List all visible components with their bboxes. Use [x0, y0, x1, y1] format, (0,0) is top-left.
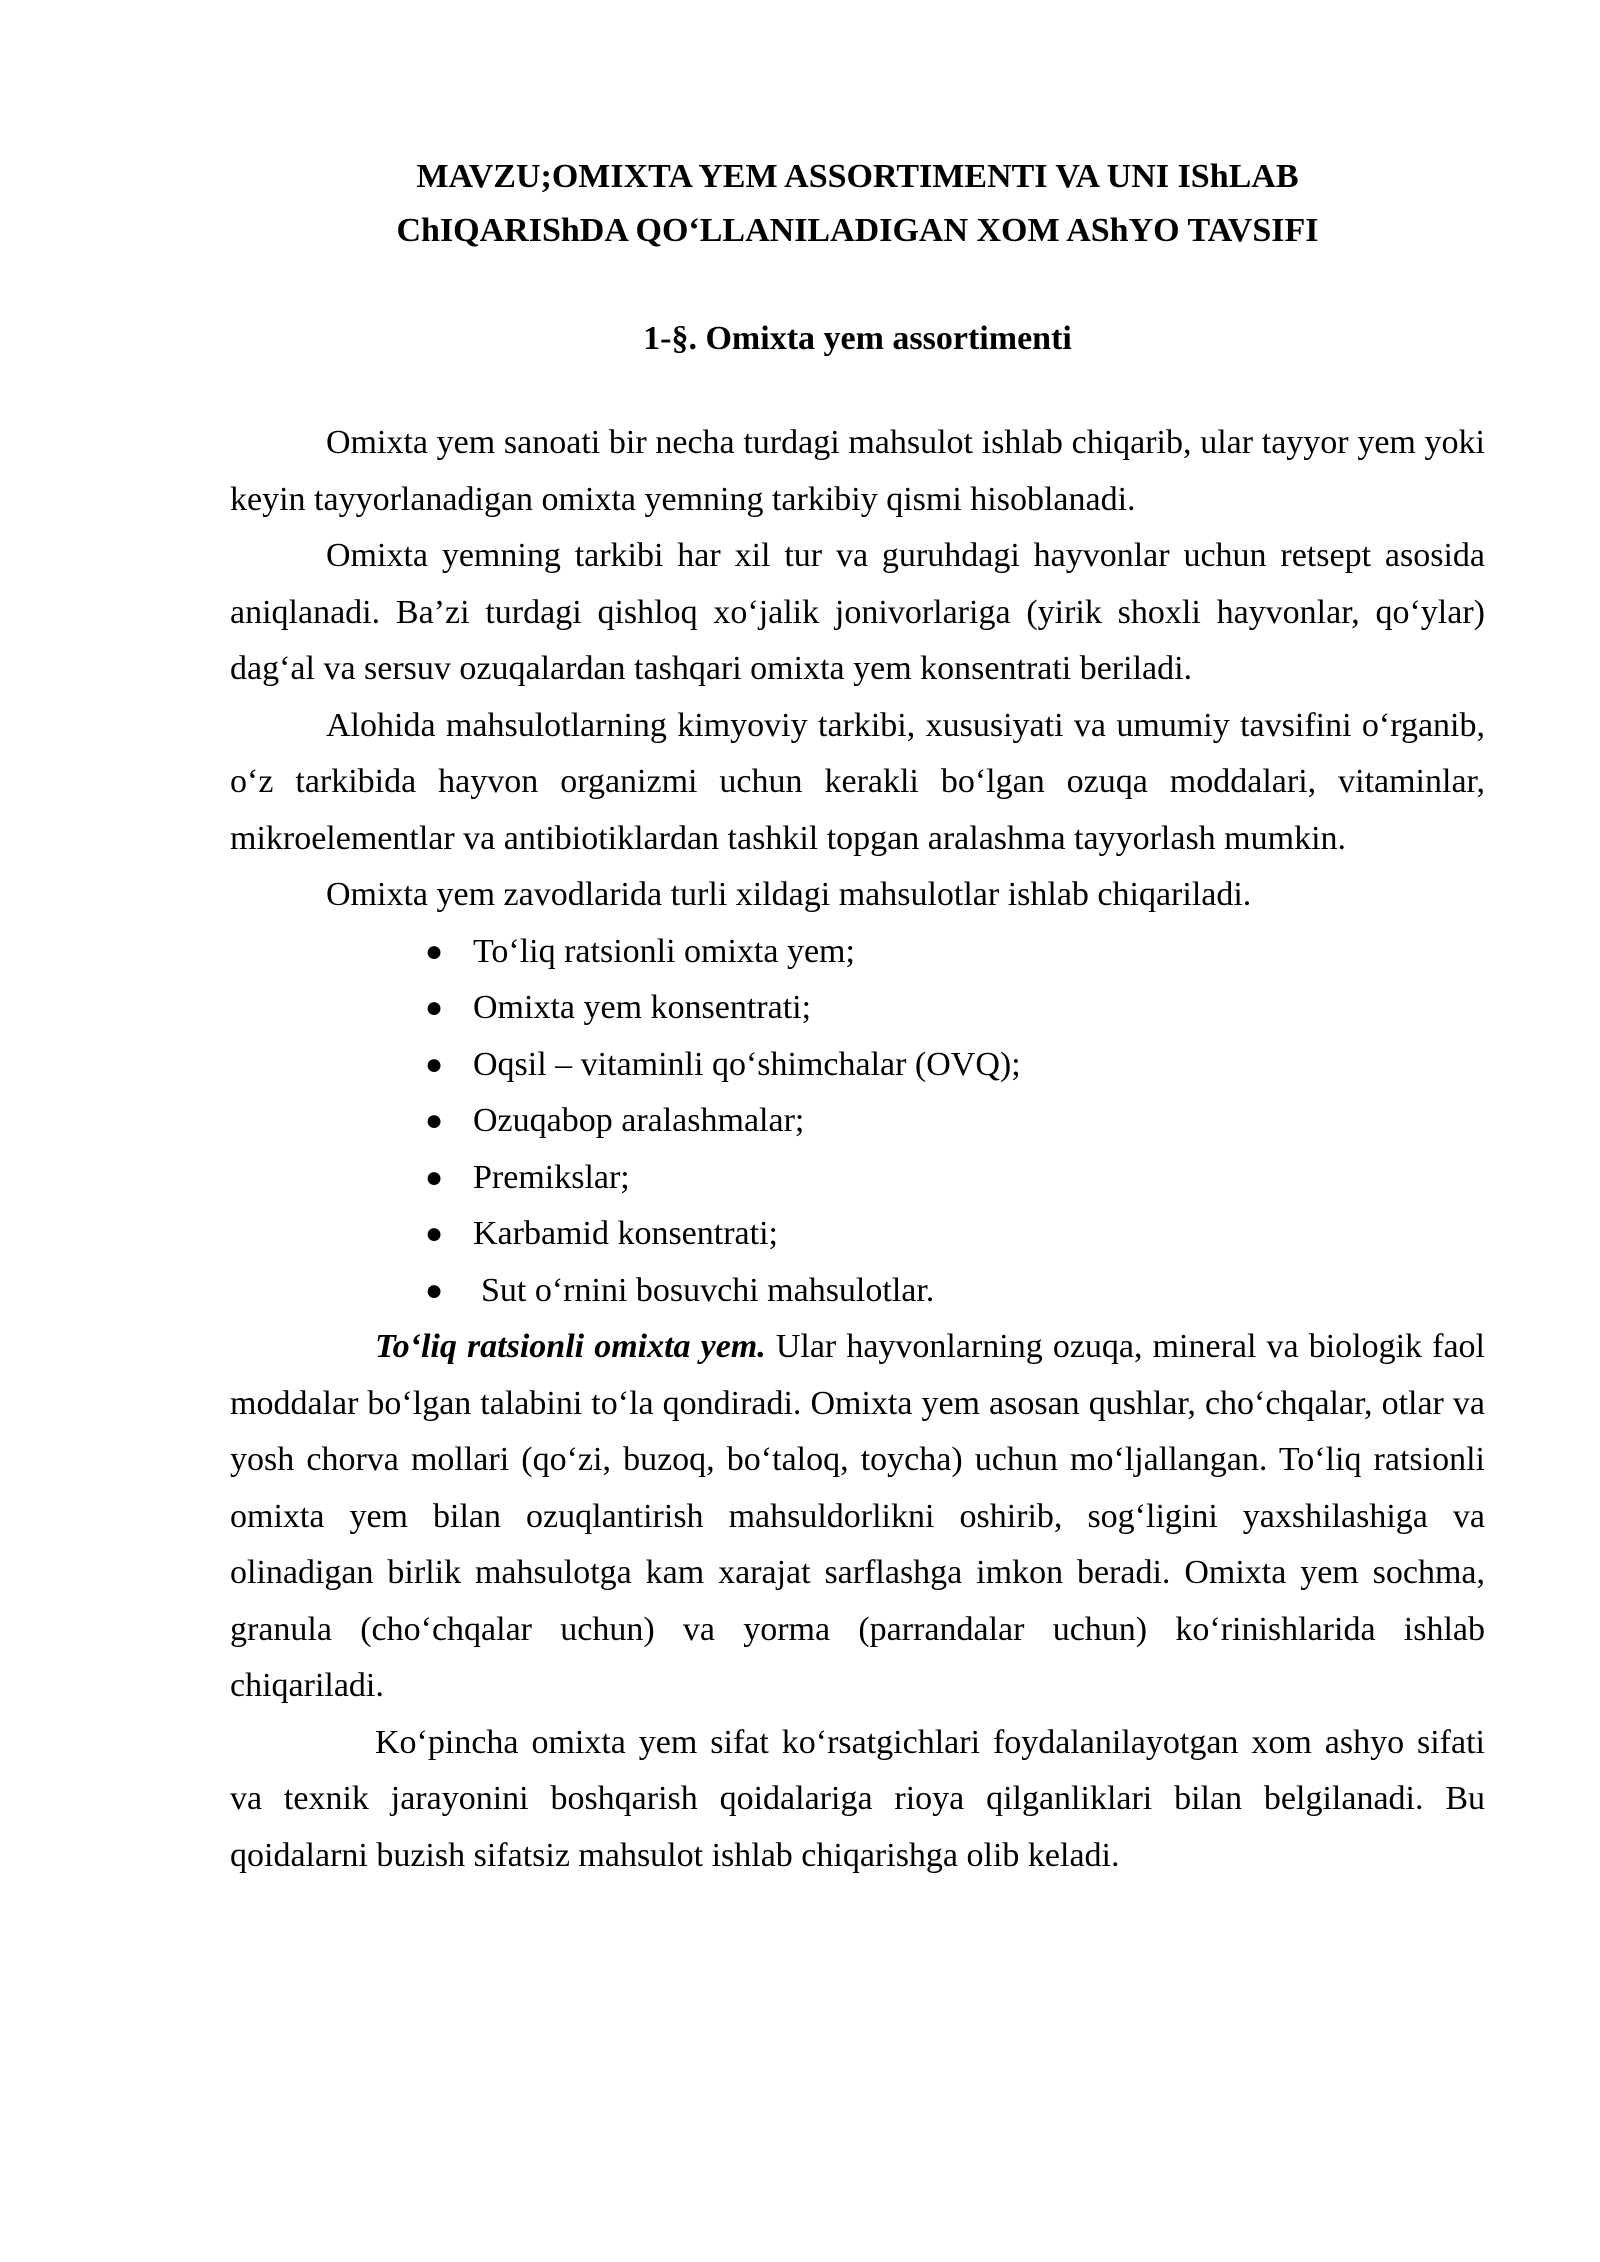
- list-item-text: Sut o‘rnini bosuvchi mahsulotlar.: [481, 1271, 935, 1309]
- list-item-text: Omixta yem konsentrati;: [473, 989, 812, 1026]
- bullet-icon: ●: [425, 1160, 444, 1194]
- title-line-1: MAVZU;OMIXTA YEM ASSORTIMENTI VA UNI IShLAB: [416, 158, 1299, 195]
- list-item-text: To‘liq ratsionli omixta yem;: [473, 932, 855, 970]
- list-item: [425, 1037, 1485, 1094]
- document-body: [230, 415, 1485, 1884]
- paragraph-full-ration: [230, 1319, 1485, 1715]
- section-heading: 1-§. Omixta yem assortimenti: [643, 320, 1072, 357]
- list-item: [425, 1150, 1485, 1207]
- list-item-text: Karbamid konsentrati;: [473, 1215, 778, 1252]
- paragraph-text: Ular hayvonlarning ozuqa, mineral va biologik faol moddalar bo‘lgan talabini to‘la qondiradi. Omixta yem asosan qushlar, cho‘chqalar, otlar va yosh chorva mollari (qo‘zi, buzoq, bo‘taloq, toycha) uchun mo‘ljallangan. To‘liq ratsionli omixta yem bilan ozuqlantirish mahsuldorlikni oshirib, sog‘ligini yaxshilashiga va olinadigan birlik mahsulotga kam xarajat sarflashga imkon beradi. Omixta yem sochma, granula (cho‘chqalar uchun) va yorma (parrandalar uchun) ko‘rinishlarida ishlab chiqariladi.: [230, 1328, 1485, 1704]
- title-line-2: ChIQARIShDA QO‘LLANILADIGAN XOM AShYO TAVSIFI: [396, 212, 1319, 249]
- list-item-text: Ozuqabop aralashmalar;: [473, 1102, 805, 1139]
- paragraph-3: Alohida mahsulotlarning kimyoviy tarkibi, xususiyati va umumiy tavsifini o‘rganib, o‘z tarkibida hayvon organizmi uchun kerakli bo‘lgan ozuqa moddalari, vitaminlar, mikroelementlar va antibiotiklardan tashkil topgan aralashma tayyorlash mumkin.: [230, 706, 1485, 857]
- list-item: [425, 924, 1485, 981]
- document-title: [230, 150, 1485, 258]
- list-item-text: Oqsil – vitaminli qo‘shimchalar (OVQ);: [473, 1045, 1021, 1083]
- paragraph-1: Omixta yem sanoati bir necha turdagi mahsulot ishlab chiqarib, ular tayyor yem yoki keyin tayyorlanadigan omixta yemning tarkibiy qismi hisoblanadi.: [230, 424, 1485, 518]
- paragraph-2: Omixta yemning tarkibi har xil tur va guruhdagi hayvonlar uchun retsept asosida aniqlanadi. Ba’zi turdagi qishloq xo‘jalik jonivorlariga (yirik shoxli hayvonlar, qo‘ylar) dag‘al va sersuv ozuqalardan tashqari omixta yem konsentrati beriladi.: [230, 537, 1485, 687]
- list-item: [425, 1093, 1485, 1150]
- paragraph-4: Omixta yem zavodlarida turli xildagi mahsulotlar ishlab chiqariladi.: [326, 876, 1252, 913]
- product-list: [230, 924, 1485, 1320]
- list-item: [425, 980, 1485, 1037]
- paragraph-final: Ko‘pincha omixta yem sifat ko‘rsatgichlari foydalanilayotgan xom ashyo sifati va texnik jarayonini boshqarish qoidalariga rioya qilganliklari bilan belgilanadi. Bu qoidalarni buzish sifatsiz mahsulot ishlab chiqarishga olib keladi.: [230, 1723, 1485, 1874]
- list-item: [425, 1263, 1485, 1320]
- bullet-icon: ●: [425, 1217, 444, 1250]
- bullet-icon: ●: [425, 934, 444, 968]
- paragraph-lead: To‘liq ratsionli omixta yem.: [375, 1328, 766, 1365]
- document-page: [230, 150, 1485, 1884]
- bullet-icon: ●: [425, 991, 444, 1024]
- bullet-icon: ●: [425, 1047, 444, 1081]
- list-item: [425, 1206, 1485, 1263]
- list-item-text: Premikslar;: [473, 1158, 630, 1196]
- bullet-icon: ●: [425, 1273, 444, 1307]
- bullet-icon: ●: [425, 1104, 444, 1137]
